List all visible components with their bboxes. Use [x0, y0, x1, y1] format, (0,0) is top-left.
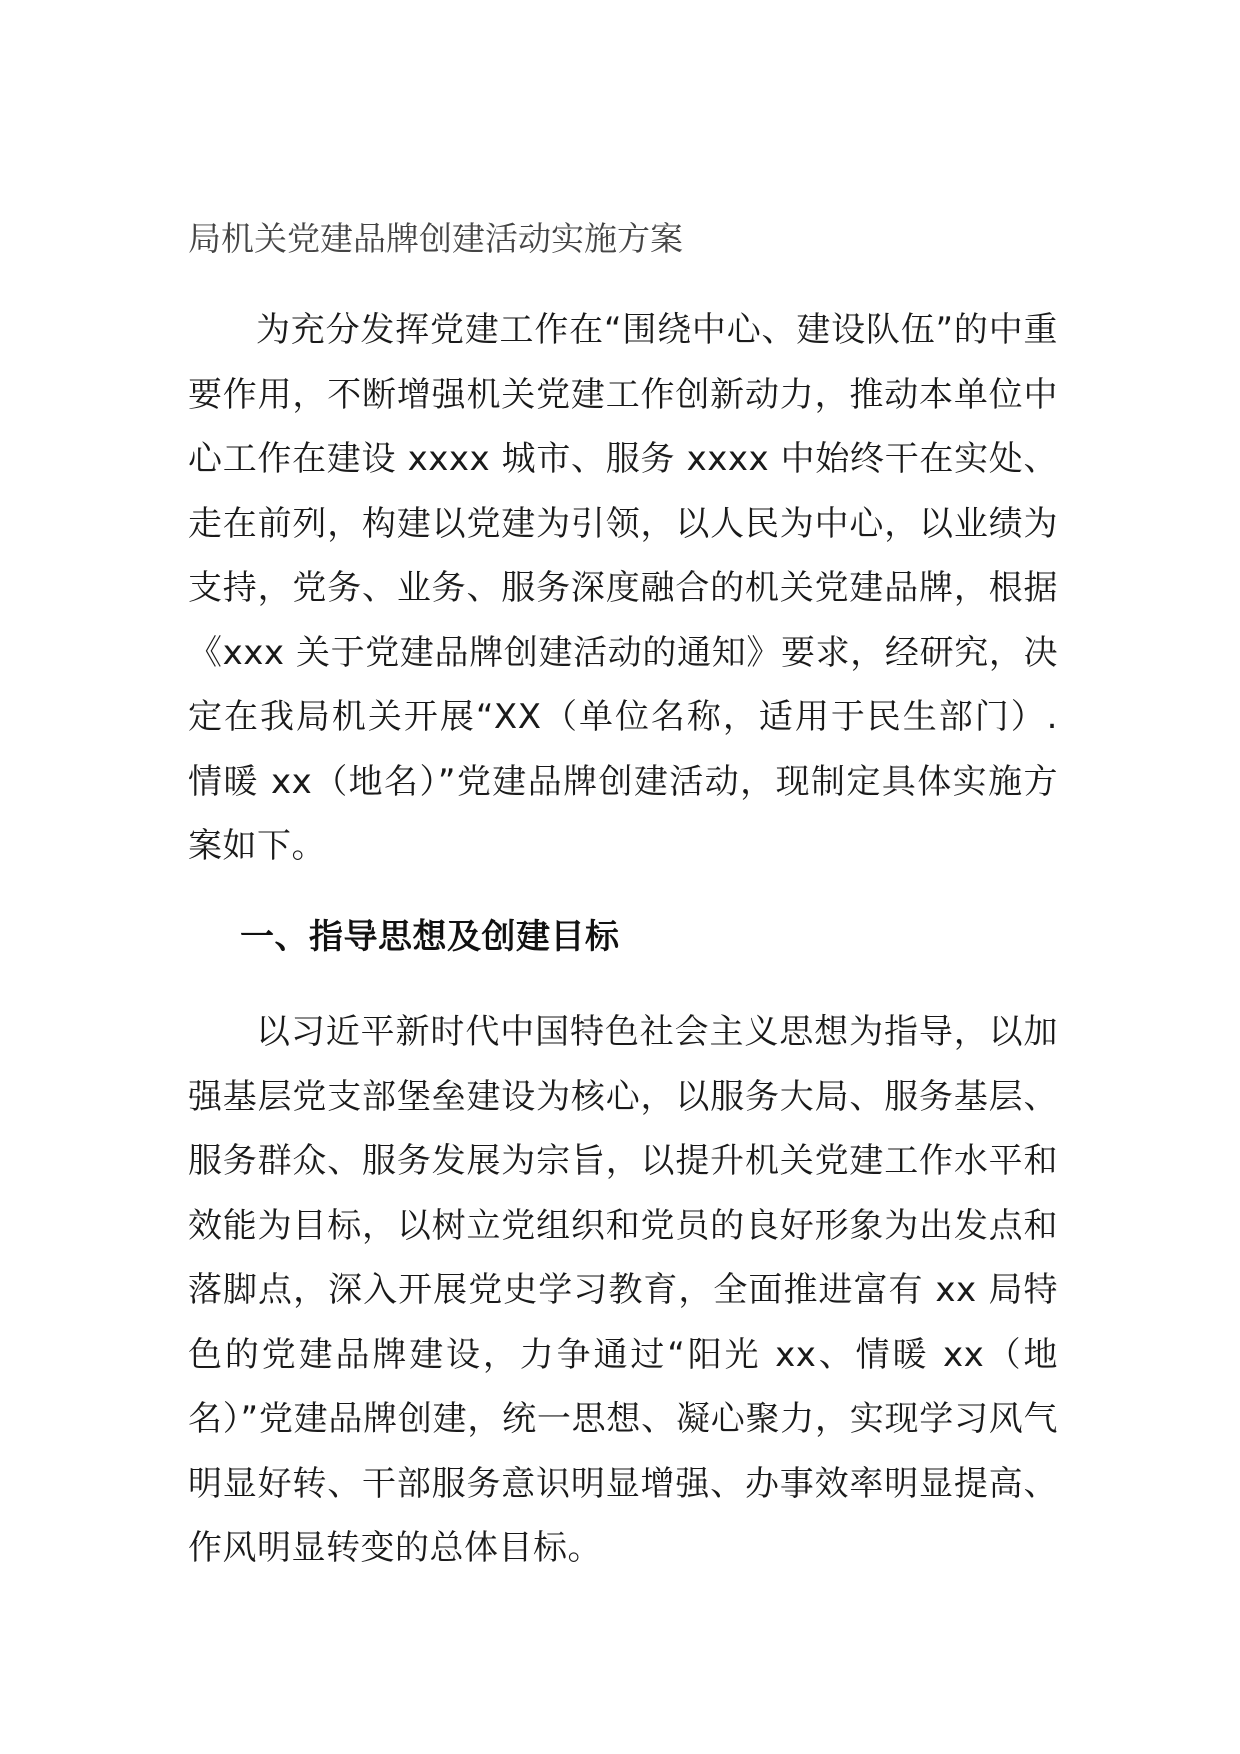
guiding-ideology-paragraph: 以习近平新时代中国特色社会主义思想为指导，以加强基层党支部堡垒建设为核心，以服务大局、服务基层、服务群众、服务发展为宗旨，以提升机关党建工作水平和效能为目标，以树立党组织和党员的良好形象为出发点和落脚点，深入开展党史学习教育，全面推进富有 xx 局特色的党建品牌建设，力争通过“阳光 xx、情暖 xx（地名）”党建品牌创建，统一思想、凝心聚力，实现学习风气明显好转、干部服务意识明显增强、办事效率明显提高、作风明显转变的总体目标。 — [188, 1012, 1058, 1568]
document-title: 局机关党建品牌创建活动实施方案 — [188, 219, 683, 258]
intro-paragraph: 为充分发挥党建工作在“围绕中心、建设队伍”的中重要作用，不断增强机关党建工作创新动力，推动本单位中心工作在建设 xxxx 城市、服务 xxxx 中始终干在实处、走在前列，构建以党建为引领，以人民为中心，以业绩为支持，党务、业务、服务深度融合的机关党建品牌，根据《xxx 关于党建品牌创建活动的通知》要求，经研究，决定在我局机关开展“XX（单位名称，适用于民生部门）.情暖 xx（地名）”党建品牌创建活动，现制定具体实施方案如下。 — [188, 310, 1058, 866]
section-heading-guiding-ideology: 一、指导思想及创建目标 — [240, 917, 620, 957]
